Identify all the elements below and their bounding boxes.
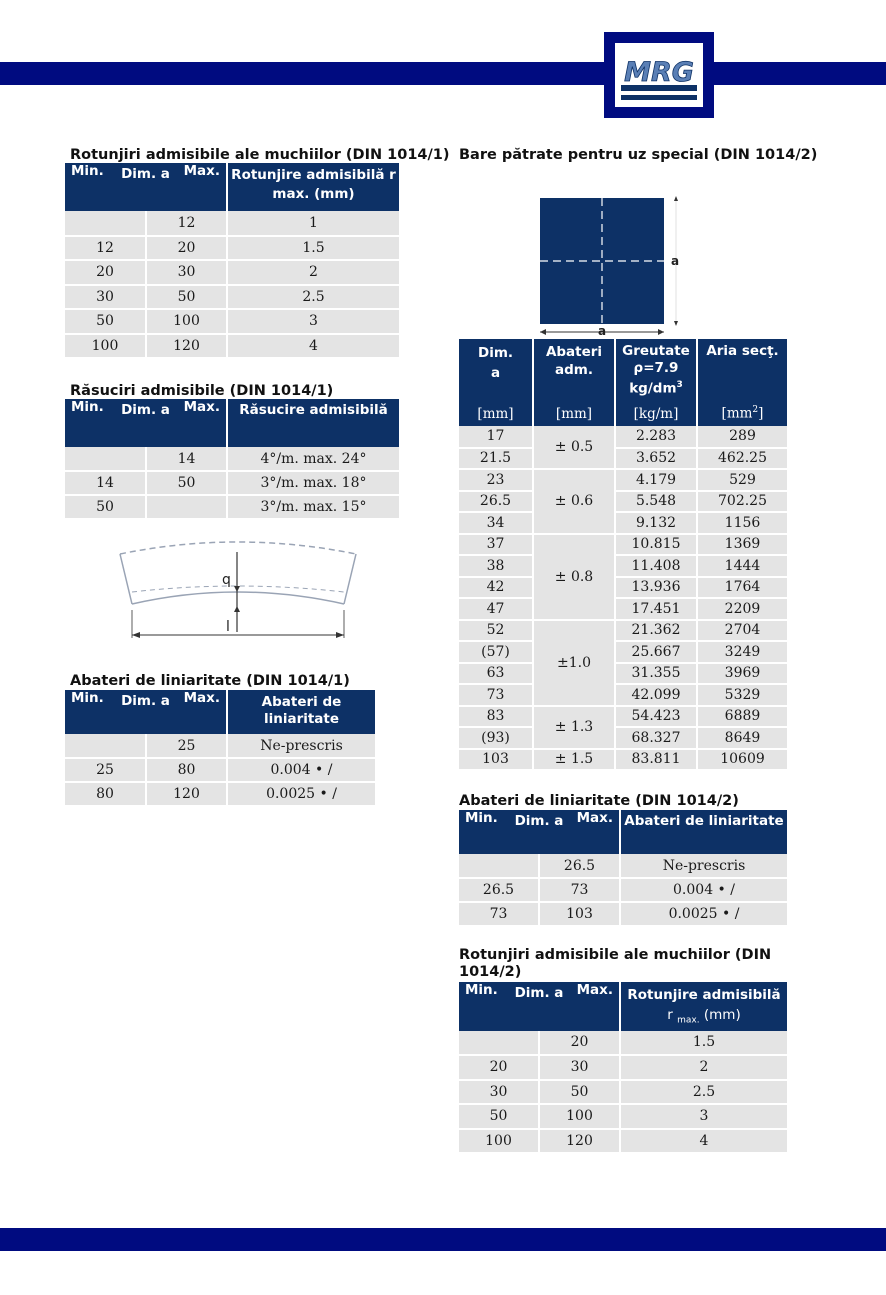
cell-min: 50 (65, 495, 146, 519)
table-row (459, 598, 787, 620)
cell-area: 2704 (697, 620, 787, 642)
cell-min: 20 (65, 260, 146, 285)
table4-square-bars-1014-2 (459, 339, 787, 771)
table6-dim-header (459, 982, 620, 1031)
table-row (459, 1031, 787, 1056)
table5-title: Abateri de liniaritate (DIN 1014/2) (459, 793, 739, 809)
cell-weight: 25.667 (615, 641, 697, 663)
cell-weight: 13.936 (615, 577, 697, 599)
unit-weight: [kg/m] (615, 401, 697, 426)
cell-max: 120 (146, 334, 227, 359)
cell-tolerance: ± 1.5 (533, 749, 615, 771)
cell-value: 0.004 • / (620, 878, 787, 902)
cell-value: 4 (620, 1129, 787, 1154)
cell-value: Ne-prescris (620, 854, 787, 878)
cell-value: 2 (620, 1055, 787, 1080)
cell-area: 1444 (697, 555, 787, 577)
table-row (459, 620, 787, 642)
square-bar-cross-section-figure (534, 192, 694, 338)
table-row (459, 512, 787, 534)
table-row (459, 878, 787, 902)
cell-dim: 47 (459, 598, 533, 620)
cell-min (65, 734, 146, 758)
table-row (65, 495, 399, 519)
table-row (459, 749, 787, 771)
cell-weight: 10.815 (615, 534, 697, 556)
col-tolerance-header: Abateri adm. (533, 339, 615, 401)
cell-max: 30 (146, 260, 227, 285)
max-sub: max. (677, 1015, 700, 1026)
cell-max: 80 (146, 758, 227, 782)
cell-dim: 63 (459, 663, 533, 685)
cell-dim: 37 (459, 534, 533, 556)
cell-value: 2 (227, 260, 399, 285)
table2-right-header: Răsucire admisibilă (227, 399, 399, 447)
table-row (459, 1129, 787, 1154)
figure-label-a-side: a (671, 254, 680, 268)
cell-area: 462.25 (697, 448, 787, 470)
cell-dim: 21.5 (459, 448, 533, 470)
cell-area: 3249 (697, 641, 787, 663)
cell-weight: 54.423 (615, 706, 697, 728)
table3-dim-header (65, 690, 227, 734)
dim-label: Dim. a (121, 166, 170, 182)
table2-torsion-1014-1 (65, 399, 399, 520)
r-label: r (667, 1007, 673, 1023)
cell-weight: 9.132 (615, 512, 697, 534)
cell-min: 25 (65, 758, 146, 782)
table-row (459, 491, 787, 513)
cell-tolerance: ± 0.8 (533, 534, 615, 620)
cell-area: 8649 (697, 727, 787, 749)
cell-tolerance: ± 1.3 (533, 706, 615, 749)
table2-dim-header (65, 399, 227, 447)
table1-dim-header (65, 163, 227, 211)
col-area-header: Aria secţ. (697, 339, 787, 401)
table1-title: Rotunjiri admisibile ale muchiilor (DIN 1014/1) (70, 147, 450, 163)
table-row (65, 758, 375, 782)
max-label: Max. (576, 810, 613, 826)
table-row (459, 706, 787, 728)
cell-min: 14 (65, 471, 146, 495)
cell-weight: 11.408 (615, 555, 697, 577)
cell-max: 12 (146, 211, 227, 236)
table3-right-header: Abateri de liniaritate (227, 690, 375, 734)
cell-dim: (93) (459, 727, 533, 749)
table-row (65, 334, 399, 359)
table-row (65, 782, 375, 806)
cell-max: 50 (539, 1080, 620, 1105)
cell-max: 20 (146, 236, 227, 261)
cell-weight: 83.811 (615, 749, 697, 771)
cell-dim: 83 (459, 706, 533, 728)
table5-right-header: Abateri de liniaritate (620, 810, 787, 854)
cell-min: 12 (65, 236, 146, 261)
cell-max: 30 (539, 1055, 620, 1080)
table-row (65, 447, 399, 471)
cell-max: 103 (539, 902, 620, 926)
table-row (459, 684, 787, 706)
min-label: Min. (465, 810, 498, 826)
cell-min: 30 (65, 285, 146, 310)
cell-area: 1369 (697, 534, 787, 556)
table-row (459, 1104, 787, 1129)
cell-weight: 5.548 (615, 491, 697, 513)
cell-value: 1 (227, 211, 399, 236)
cell-min: 50 (459, 1104, 539, 1129)
cell-min: 73 (459, 902, 539, 926)
figure-label-a-bottom: a (598, 324, 607, 338)
cell-value: 2.5 (620, 1080, 787, 1105)
max-label: Max. (183, 399, 220, 415)
table-row (459, 663, 787, 685)
cell-min (65, 211, 146, 236)
table-row (459, 469, 787, 491)
dim-label: Dim. a (514, 985, 564, 1001)
cell-value: 0.0025 • / (227, 782, 375, 806)
cell-dim: 42 (459, 577, 533, 599)
cell-max: 50 (146, 285, 227, 310)
table-row (65, 309, 399, 334)
table5-dim-header (459, 810, 620, 854)
cell-max: 14 (146, 447, 227, 471)
cell-dim: 23 (459, 469, 533, 491)
cell-min: 100 (459, 1129, 539, 1154)
weight-label: Greutate ρ=7.9 kg/dm (622, 343, 690, 397)
table-row (65, 734, 375, 758)
cell-value: 3 (620, 1104, 787, 1129)
unit-area-end: ] (758, 405, 764, 422)
table1-right-header: Rotunjire admisibilă r max. (mm) (227, 163, 399, 211)
cell-max (146, 495, 227, 519)
table-row (65, 471, 399, 495)
table3-title: Abateri de liniaritate (DIN 1014/1) (70, 673, 350, 689)
table-row (459, 448, 787, 470)
cell-max: 120 (146, 782, 227, 806)
table-row (65, 285, 399, 310)
table6-right-header (620, 982, 787, 1031)
cell-dim: 38 (459, 555, 533, 577)
cell-max: 100 (539, 1104, 620, 1129)
max-label: Max. (183, 690, 220, 706)
unit-dim: [mm] (459, 401, 533, 426)
cell-max: 100 (146, 309, 227, 334)
cell-max: 25 (146, 734, 227, 758)
mm-label: (mm) (703, 1007, 741, 1023)
cell-dim: (57) (459, 641, 533, 663)
unit-area-sup: 2 (752, 405, 759, 416)
col-weight-header (615, 339, 697, 401)
cell-area: 702.25 (697, 491, 787, 513)
table-row (459, 854, 787, 878)
table2-title: Răsuciri admisibile (DIN 1014/1) (70, 383, 334, 399)
table3-straightness-1014-1 (65, 690, 375, 807)
table6-title: Rotunjiri admisibile ale muchiilor (DIN 1014/2) (459, 947, 772, 980)
cell-max: 50 (146, 471, 227, 495)
cell-dim: 34 (459, 512, 533, 534)
cell-area: 2209 (697, 598, 787, 620)
cell-value: 1.5 (620, 1031, 787, 1056)
label-q: q (222, 572, 231, 588)
min-label: Min. (465, 982, 498, 998)
cell-weight: 31.355 (615, 663, 697, 685)
logo-text: MRG (624, 57, 694, 88)
cell-value: 4°/m. max. 24° (227, 447, 399, 471)
cell-area: 529 (697, 469, 787, 491)
table-row (65, 260, 399, 285)
cell-dim: 52 (459, 620, 533, 642)
cell-dim: 73 (459, 684, 533, 706)
cell-max: 26.5 (539, 854, 620, 878)
table-row (459, 727, 787, 749)
cell-area: 1156 (697, 512, 787, 534)
table4-title: Bare pătrate pentru uz special (DIN 1014/2) (459, 147, 818, 163)
cell-value: 2.5 (227, 285, 399, 310)
unit-area-text: [mm (721, 405, 753, 422)
cell-value: 3 (227, 309, 399, 334)
dim-label: Dim. a (121, 402, 170, 418)
table-row (65, 211, 399, 236)
cell-area: 6889 (697, 706, 787, 728)
cell-weight: 4.179 (615, 469, 697, 491)
right-label-line2 (621, 1005, 787, 1031)
cell-min: 26.5 (459, 878, 539, 902)
table-row (459, 902, 787, 926)
dim-label: Dim. a (121, 693, 170, 709)
table-row (459, 641, 787, 663)
logo-mark-icon (615, 43, 703, 107)
cell-weight: 42.099 (615, 684, 697, 706)
table6-edge-rounding-1014-2 (459, 982, 787, 1154)
min-label: Min. (71, 163, 104, 179)
cell-min: 80 (65, 782, 146, 806)
cell-weight: 68.327 (615, 727, 697, 749)
unit-area (697, 401, 787, 426)
cell-tolerance: ± 0.5 (533, 426, 615, 469)
dim-label: Dim. a (514, 813, 564, 829)
cell-dim: 26.5 (459, 491, 533, 513)
bottom-band (0, 1228, 886, 1251)
min-label: Min. (71, 690, 104, 706)
cell-value: 0.004 • / (227, 758, 375, 782)
cell-min: 20 (459, 1055, 539, 1080)
cell-value: Ne-prescris (227, 734, 375, 758)
cell-weight: 2.283 (615, 426, 697, 448)
cell-area: 289 (697, 426, 787, 448)
max-label: Max. (183, 163, 220, 179)
cell-area: 1764 (697, 577, 787, 599)
table-row (459, 555, 787, 577)
cell-value: 0.0025 • / (620, 902, 787, 926)
cell-dim: 103 (459, 749, 533, 771)
cell-value: 1.5 (227, 236, 399, 261)
cell-tolerance: ± 0.6 (533, 469, 615, 534)
table-row (459, 577, 787, 599)
cell-area: 3969 (697, 663, 787, 685)
cell-weight: 21.362 (615, 620, 697, 642)
straightness-deviation-figure (112, 540, 362, 642)
cell-value: 3°/m. max. 15° (227, 495, 399, 519)
cell-min (65, 447, 146, 471)
cell-value: 4 (227, 334, 399, 359)
cell-area: 5329 (697, 684, 787, 706)
table-row (459, 1055, 787, 1080)
cell-min: 100 (65, 334, 146, 359)
cell-weight: 3.652 (615, 448, 697, 470)
top-band (0, 62, 886, 85)
table5-straightness-1014-2 (459, 810, 787, 927)
cell-min: 30 (459, 1080, 539, 1105)
table1-edge-rounding-1014-1 (65, 163, 399, 359)
cell-min (459, 1031, 539, 1056)
table-row (459, 426, 787, 448)
table-row (65, 236, 399, 261)
label-l: l (226, 619, 230, 635)
cell-max: 120 (539, 1129, 620, 1154)
cell-area: 10609 (697, 749, 787, 771)
cell-value: 3°/m. max. 18° (227, 471, 399, 495)
cell-dim: 17 (459, 426, 533, 448)
cell-min (459, 854, 539, 878)
cell-weight: 17.451 (615, 598, 697, 620)
max-label: Max. (576, 982, 613, 998)
weight-unit-sup: 3 (676, 380, 683, 390)
cell-max: 20 (539, 1031, 620, 1056)
company-logo (604, 32, 714, 118)
cell-max: 73 (539, 878, 620, 902)
table-row (459, 534, 787, 556)
cell-min: 50 (65, 309, 146, 334)
col-dim-header: Dim. a (459, 339, 533, 401)
right-label-line1: Rotunjire admisibilă (627, 987, 781, 1003)
min-label: Min. (71, 399, 104, 415)
unit-tolerance: [mm] (533, 401, 615, 426)
table-row (459, 1080, 787, 1105)
cell-tolerance: ±1.0 (533, 620, 615, 706)
